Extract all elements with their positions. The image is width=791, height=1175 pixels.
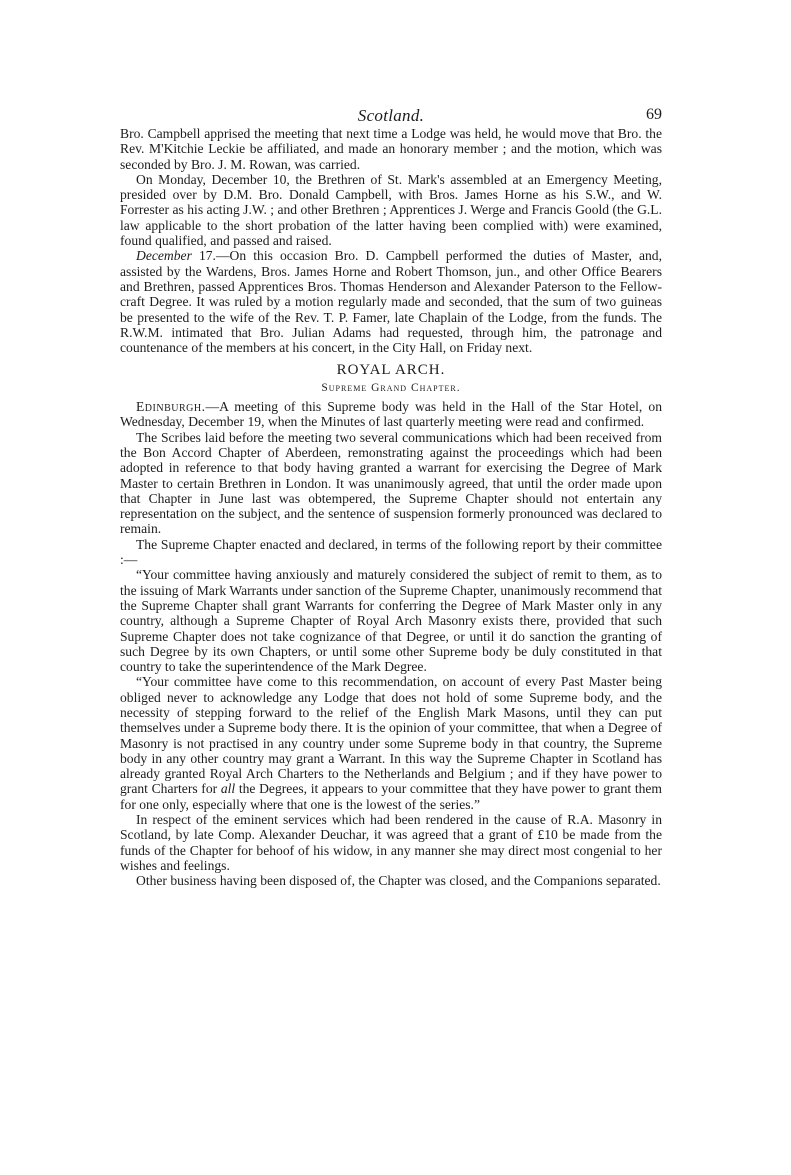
committee-text-italic: all [220, 781, 236, 797]
paragraph-december-17 [120, 248, 662, 355]
section-heading: ROYAL ARCH. [336, 362, 446, 379]
page [120, 86, 662, 889]
running-title: Scotland. [357, 106, 425, 125]
paragraph-committee-report: “Your committee having anxiously and maturely considered the subject of remit to them, as to the issuing of Mark Warrants under sanction of the Supreme Chapter, unanimously recommend that the Supreme Chapter shall grant Warrants for conferring the Degree of Mark Master only in any country, although a Supreme Chapter of Royal Arch Masonry exists there, provided that such Supreme Chapter does not take cognizance of that Degree, or until it do sanction the granting of such Degree by its own Chapters, or until some other Supreme body be duly constituted in that country to take the superintendence of the Mark Degree. [120, 567, 662, 675]
place-lead: Edinburgh. [136, 399, 206, 415]
paragraph-edinburgh [120, 399, 662, 430]
date-lead: December [136, 248, 192, 264]
paragraph-closing: Other business having been disposed of, the Chapter was closed, and the Companions separated. [136, 873, 661, 889]
committee-text-a: “Your committee have come to this recommendation, on account of every Past Master being obliged never to acknowledge any Lodge that does not hold of some Supreme body, and the necessity of stepping forward to the relief of the English Mark Masons, until they can put themselves under a Supreme body there. It is the opinion of your committee, that when a Degree of Masonry is not practised in any country under some Supreme body in that country, the Supreme body in any other country may grant a Warrant. In this way the Supreme Chapter in Scotland has already granted Royal Arch Charters to the Netherlands and Belgium ; and if they have power to grant Charters for [120, 674, 662, 797]
paragraph-enacted: The Supreme Chapter enacted and declared, in terms of the following report by their committee :— [120, 536, 662, 568]
page-number: 69 [646, 106, 662, 123]
paragraph-campbell-motion: Bro. Campbell apprised the meeting that next time a Lodge was held, he would move that Bro. the Rev. M'Kitchie Leckie be affiliated, and made an honorary member ; and the motion, which was seconded by Bro. J. M. Rowan, was carried. [120, 126, 662, 172]
paragraph-scribes: The Scribes laid before the meeting two several communications which had been received from the Bon Accord Chapter of Aberdeen, remonstrating against the proceedings which had been adopted in reference to that body having granted a warrant for exercising the Degree of Mark Master to certain Brethren in London. It was unanimously agreed, that until the order made upon that Chapter in June last was obtempered, the Supreme Chapter should not entertain any representation on the subject, and the sentence of suspension formerly pronounced was declared to remain. [120, 429, 662, 537]
paragraph-emergency-meeting: On Monday, December 10, the Brethren of St. Mark's assembled at an Emergency Meeting, presided over by D.M. Bro. Donald Campbell, with Bros. James Horne as his S.W., and W. Forrester as his acting J.W. ; and other Brethren ; Apprentices J. Werge and Francis Goold (the G.L. law applicable to the short probation of the latter having been complied with) were examined, found qualified, and passed and raised. [120, 171, 662, 249]
paragraph-deuchar-grant: In respect of the eminent services which had been rendered in the cause of R.A. Masonry in Scotland, by late Comp. Alexander Deuchar, it was agreed that a grant of £10 be made from the funds of the Chapter for behoof of his widow, in any manner she may direct most congenial to her wishes and feelings. [120, 812, 662, 873]
running-head [120, 86, 662, 126]
december-rest: 17.—On this occasion Bro. D. Campbell performed the duties of Master, and, assisted by the Wardens, Bros. James Horne and Robert Thomson, jun., and other Office Bearers and Brethren, passed Apprentices Bros. Thomas Henderson and Alexander Paterson to the Fellow-craft Degree. It was ruled by a motion regularly made and seconded, that the sum of two guineas be presented to the wife of the Rev. T. P. Famer, late Chaplain of the Lodge, from the funds. The R.W.M. intimated that Bro. Julian Adams had requested, through him, the patronage and countenance of the members at his concert, in the City Hall, on Friday next. [120, 248, 662, 356]
edinburgh-rest: —A meeting of this Supreme body was held in the Hall of the Star Hotel, on Wednesday, December 19, when the Minutes of last quarterly meeting were read and confirmed. [120, 399, 662, 430]
paragraph-committee-recommendation [120, 674, 662, 812]
body-text [120, 126, 662, 889]
subsection-heading: Supreme Grand Chapter. [321, 381, 461, 394]
committee-text-b: the Degrees, it appears to your committee that they have power to grant them for one only, especially where that one is the lowest of the series.” [120, 781, 663, 812]
